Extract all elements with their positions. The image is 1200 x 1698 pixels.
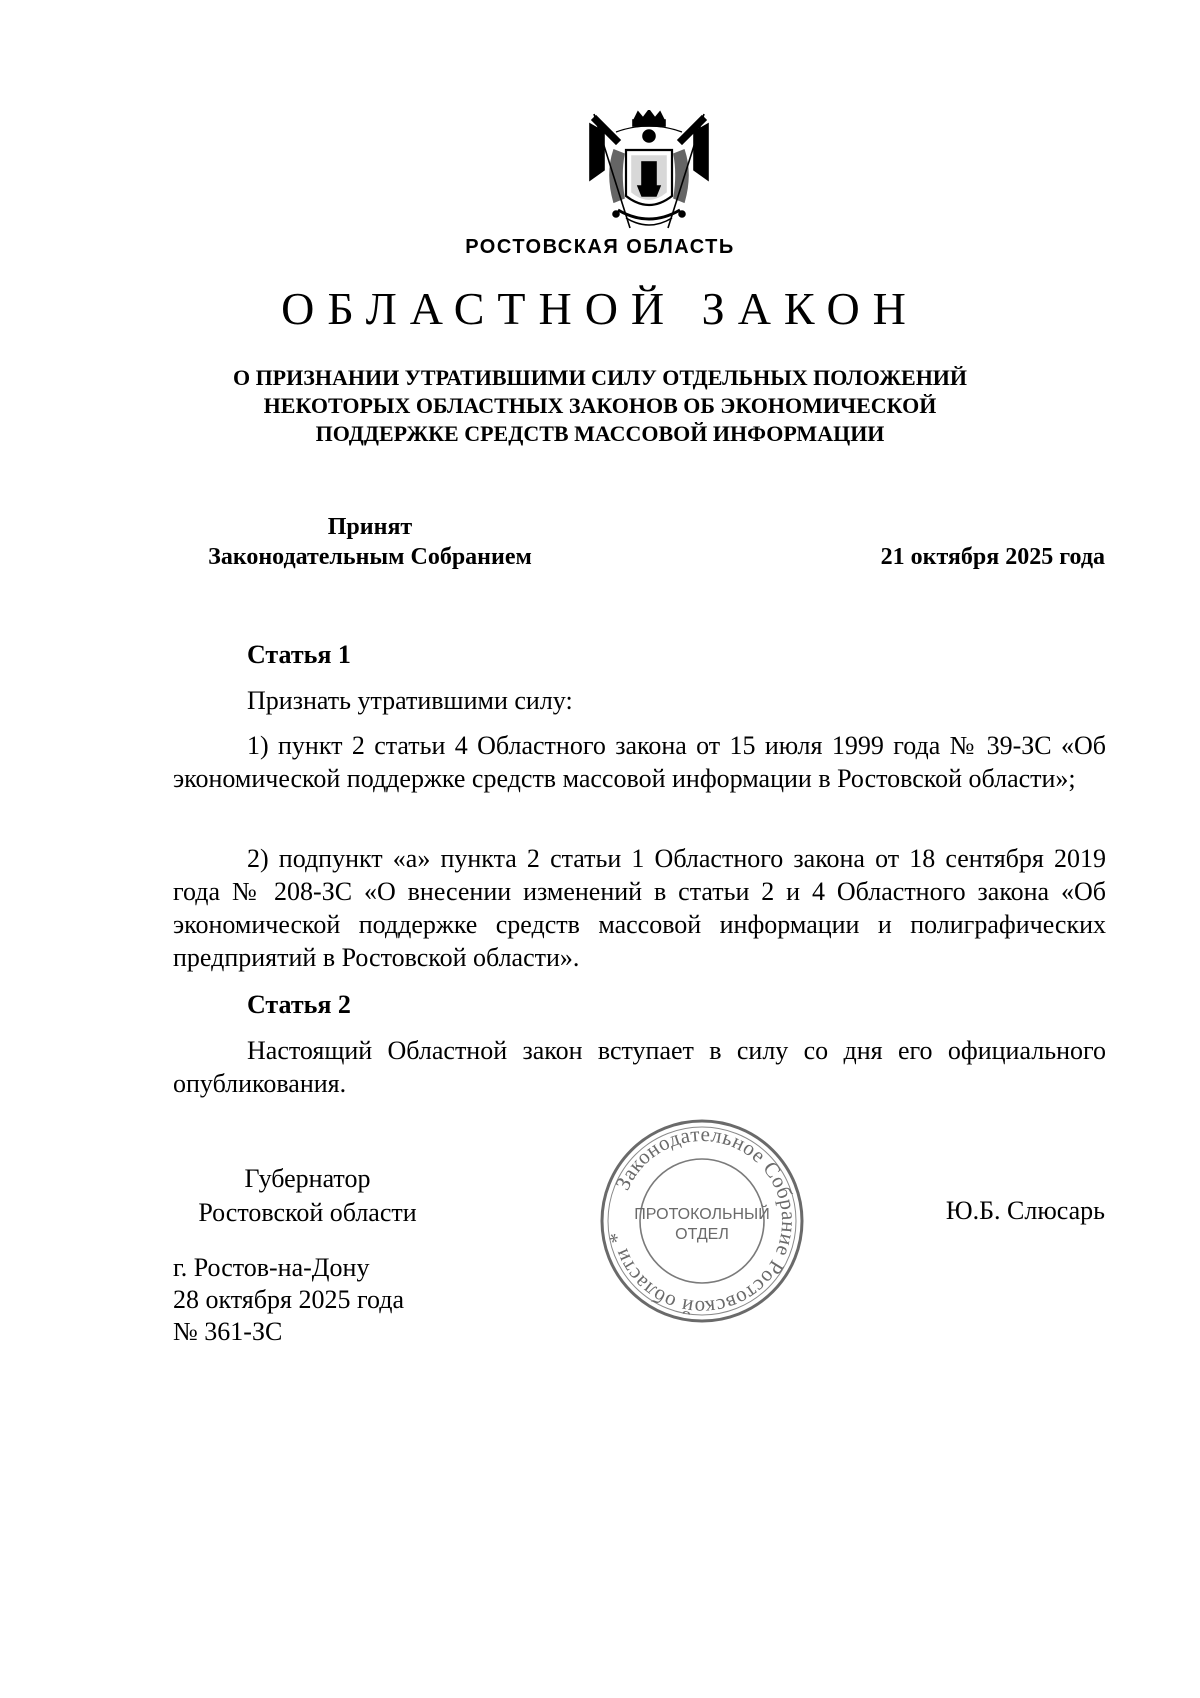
law-number: № 361-ЗС: [173, 1317, 283, 1346]
law-subtitle-line: О ПРИЗНАНИИ УТРАТИВШИМИ СИЛУ ОТДЕЛЬНЫХ ПОЛОЖЕНИЙ: [232, 365, 968, 390]
article-2-heading: Статья 2: [247, 990, 351, 1019]
seal-center-line-1: ПРОТОКОЛЬНЫЙ: [634, 1206, 770, 1223]
signer-name: Ю.Б. Слюсарь: [945, 1196, 1105, 1225]
governor-title: Губернатор: [244, 1164, 371, 1193]
seal-ring-text: Законодательное Собрание Ростовской области *: [603, 1121, 802, 1321]
seal-center-line-2: ОТДЕЛ: [675, 1226, 729, 1243]
governor-region: Ростовской области: [198, 1198, 417, 1227]
article-1-item-1: 1) пункт 2 статьи 4 Областного закона от 15 июля 1999 года № 39-ЗС «Об экономической поддержке средств массовой информации в Ростовской области»;: [173, 731, 1106, 793]
adoption-block: [170, 512, 570, 572]
official-seal-stamp: [596, 1115, 808, 1327]
article-1-heading: Статья 1: [247, 640, 351, 669]
place-and-date: [173, 1252, 404, 1348]
adoption-body: Законодательным Собранием: [208, 544, 532, 570]
law-subtitle: [180, 364, 1020, 448]
article-1-intro: Признать утратившими силу:: [247, 686, 573, 715]
law-subtitle-line: ПОДДЕРЖКЕ СРЕДСТВ МАССОВОЙ ИНФОРМАЦИИ: [315, 421, 885, 446]
place-date: 28 октября 2025 года: [173, 1285, 404, 1314]
governor-position: [170, 1162, 445, 1230]
region-heading: РОСТОВСКАЯ ОБЛАСТЬ: [465, 236, 735, 258]
adoption-line: Принят: [327, 514, 413, 540]
adoption-date: 21 октября 2025 года: [880, 544, 1105, 570]
law-subtitle-line: НЕКОТОРЫХ ОБЛАСТНЫХ ЗАКОНОВ ОБ ЭКОНОМИЧЕСКОЙ: [263, 393, 937, 418]
place-city: г. Ростов-на-Дону: [173, 1253, 370, 1282]
coat-of-arms-icon: [586, 110, 712, 234]
article-2-text: Настоящий Областной закон вступает в силу со дня его официального опубликования.: [173, 1036, 1106, 1098]
article-1-item-2: 2) подпункт «а» пункта 2 статьи 1 Областного закона от 18 сентября 2019 года № 208-ЗС «О внесении изменений в статьи 2 и 4 Областного закона «Об экономической поддержке средств массовой информации и полиграфических предприятий в Ростовской области».: [173, 844, 1106, 972]
law-title: ОБЛАСТНОЙ ЗАКОН: [281, 283, 919, 334]
